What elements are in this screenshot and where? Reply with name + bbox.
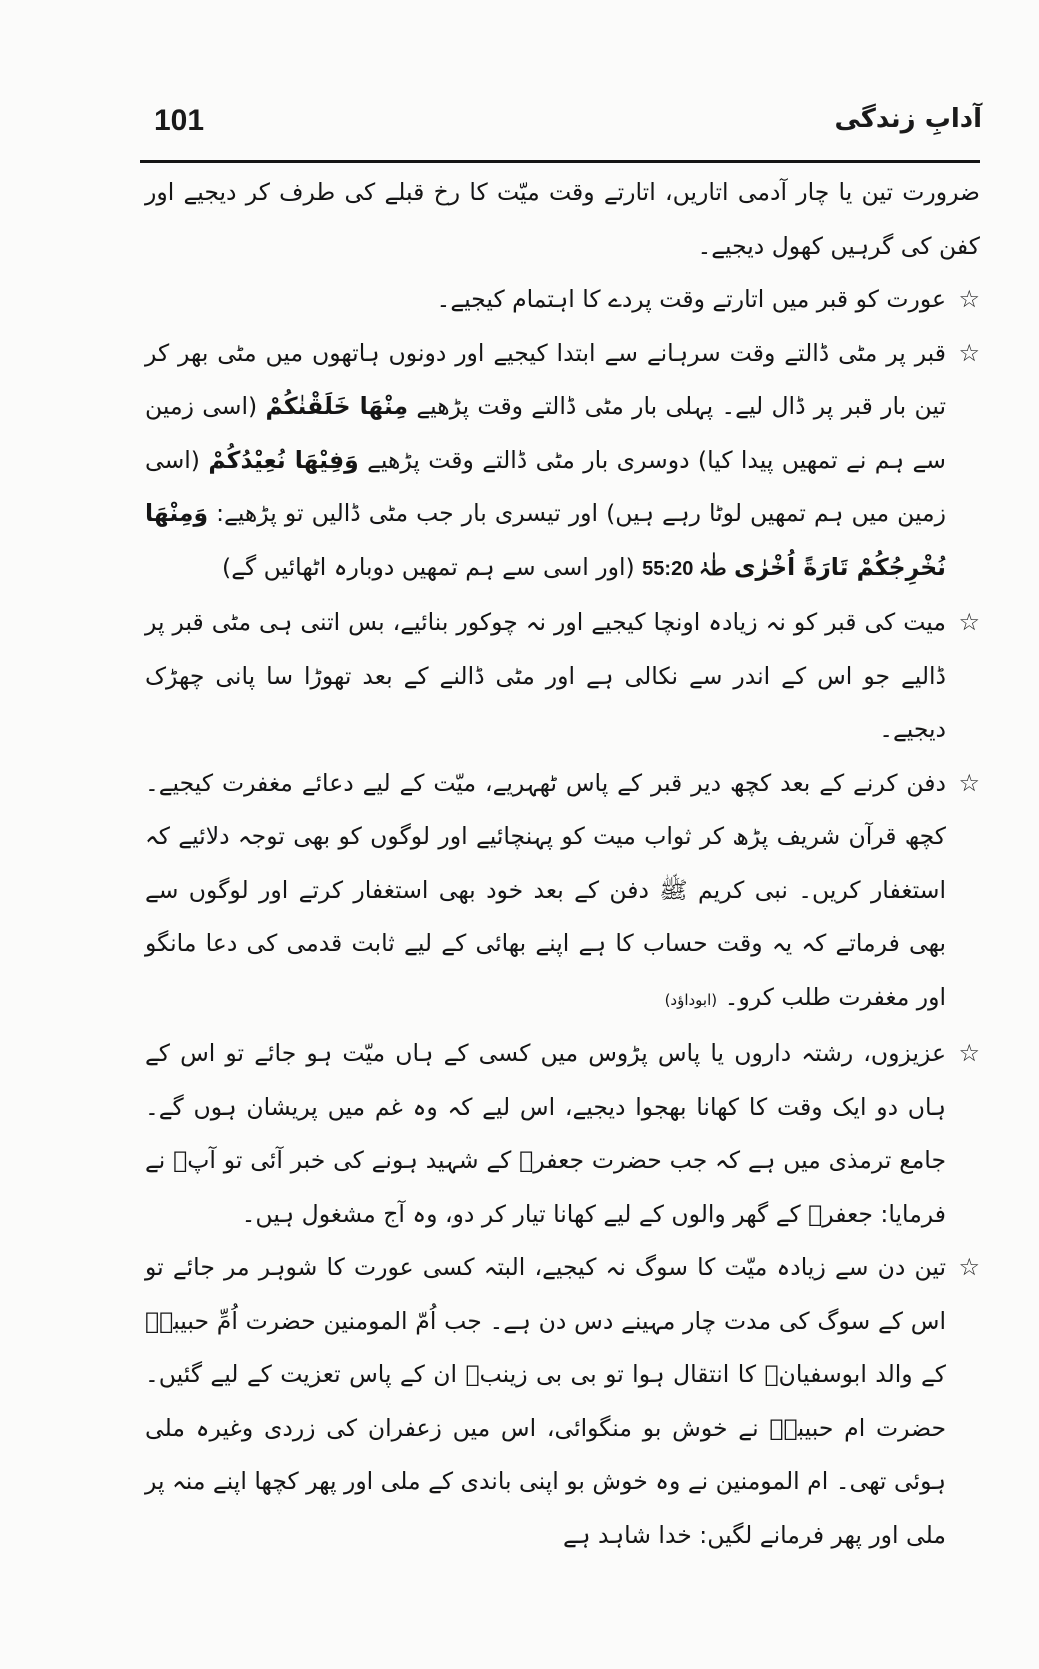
star-bullet-icon: ☆ — [958, 608, 980, 636]
paragraph-1 — [145, 166, 980, 273]
page-body — [145, 166, 980, 1562]
star-bullet-icon: ☆ — [958, 768, 980, 797]
book-title: آدابِ زندگی — [834, 104, 982, 134]
paragraph-text: عورت کو قبر میں اتارتے وقت پردے کا اہتمام کیجیے۔ — [436, 285, 946, 313]
quranic-phrase: مِنْهَا خَلَقْنٰكُمْ — [265, 392, 409, 420]
paragraph-text: ضرورت تین یا چار آدمی اتاریں، اتارتے وقت میّت کا رخ قبلے کی طرف کر دیجیے اور کفن کی گرہیں کھول دیجیے۔ — [145, 178, 980, 260]
paragraph-text: تین دن سے زیادہ میّت کا سوگ نہ کیجیے، البتہ کسی عورت کا شوہر مر جائے تو اس کے سوگ کی مدت چار مہینے دس دن ہے۔ جب اُمّ المومنین حضرت اُمِّ حبیبہؓ کے والد ابوسفیانؓ کا انتقال ہوا تو بی بی زینبؓ ان کے پاس تعزیت کے لیے گئیں۔ حضرت ام حبیبہؓ نے خوش بو منگوائی، اس میں زعفران کی زردی وغیرہ ملی ہوئی تھی۔ ام المومنین نے وہ خوش بو اپنی باندی کے ملی اور پھر کچھا اپنے منہ پر ملی اور پھر فرمانے لگیں: خدا شاہد ہے — [145, 1253, 946, 1549]
quranic-phrase: وَفِيْهَا نُعِيْدُكُمْ — [208, 445, 359, 474]
page-header — [140, 100, 990, 160]
header-rule — [140, 160, 980, 163]
hadith-reference: (ابوداؤد) — [664, 990, 718, 1009]
star-bullet-icon: ☆ — [958, 338, 980, 367]
star-bullet-icon: ☆ — [958, 1253, 980, 1281]
paragraph-text: (اسی زمین سے ہم نے تمھیں پیدا کیا) دوسری بار مٹی ڈالتے وقت پڑھیے — [145, 392, 946, 474]
paragraph-3 — [145, 327, 980, 597]
paragraph-text: عزیزوں، رشتہ داروں یا پاس پڑوس میں کسی کے ہاں میّت ہو جائے تو اس کے ہاں دو ایک وقت کا کھانا بھجوا دیجیے، اس لیے کہ وہ غم میں پریشان ہوں گے۔ جامع ترمذی میں ہے کہ جب حضرت جعفرؓ کے شہید ہونے کی خبر آئی تو آپؐ نے فرمایا: جعفرؓ کے گھر والوں کے لیے کھانا تیار کر دو، وہ آج مشغول ہیں۔ — [145, 1039, 946, 1228]
quranic-phrase: وَمِنْهَا نُخْرِجُكُمْ تَارَةً اُخْرٰى — [145, 499, 946, 581]
paragraph-text: قبر پر مٹی ڈالتے وقت سرہانے سے ابتدا کیجیے اور دونوں ہاتھوں میں مٹی بھر کر تین بار قبر پر ڈال لیے۔ پہلی بار مٹی ڈالتے وقت پڑھیے — [145, 338, 946, 420]
paragraph-text: میت کی قبر کو نہ زیادہ اونچا کیجیے اور نہ چوکور بنائیے، بس اتنی ہی مٹی قبر پر ڈالیے جو اس کے اندر سے نکالی ہے اور مٹی ڈالنے کے بعد تھوڑا سا پانی چھڑک دیجیے۔ — [145, 608, 946, 743]
verse-reference: 55:20 طٰہٰ — [642, 557, 727, 580]
paragraph-text: (اور اسی سے ہم تمھیں دوبارہ اٹھائیں گے) — [222, 552, 635, 581]
paragraph-7 — [145, 1241, 980, 1562]
paragraph-6 — [145, 1027, 980, 1241]
paragraph-2 — [145, 273, 980, 327]
star-bullet-icon: ☆ — [958, 1039, 980, 1067]
paragraph-4 — [145, 596, 980, 757]
page-number: 101 — [154, 104, 205, 137]
paragraph-5 — [145, 757, 980, 1028]
paragraph-text: دفن کرنے کے بعد کچھ دیر قبر کے پاس ٹھہریے، میّت کے لیے دعائے مغفرت کیجیے۔ کچھ قرآن شریف پڑھ کر ثواب میت کو پہنچائیے اور لوگوں کو بھی توجہ دلائیے کہ استغفار کریں۔ نبی کریم ﷺ دفن کے بعد خود بھی استغفار کرتے اور لوگوں سے بھی فرماتے کہ یہ وقت حساب کا ہے اپنے بھائی کے لیے ثابت قدمی کی دعا مانگو اور مغفرت طلب کرو۔ — [145, 768, 946, 1011]
paragraph-text: (اسی زمین میں ہم تمھیں لوٹا رہے ہیں) اور تیسری بار جب مٹی ڈالیں تو پڑھیے: — [145, 445, 946, 527]
star-bullet-icon: ☆ — [958, 285, 980, 313]
